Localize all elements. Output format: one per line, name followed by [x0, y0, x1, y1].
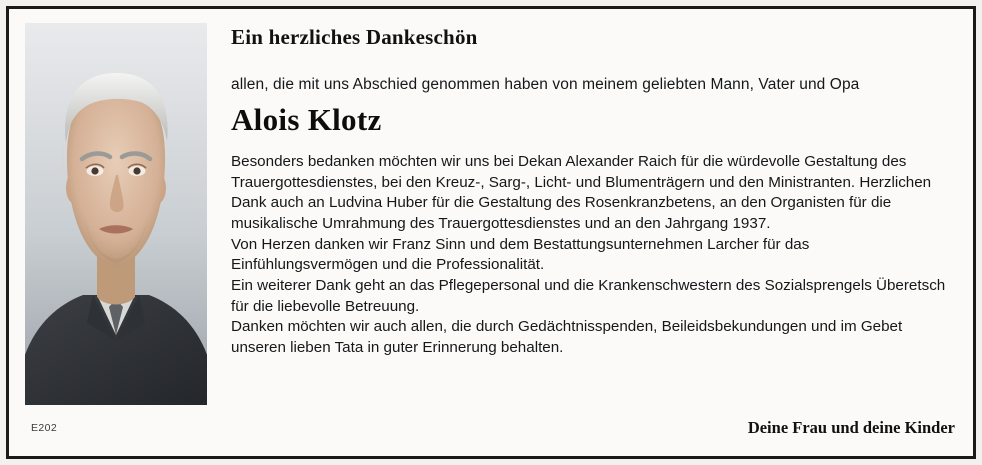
deceased-name: Alois Klotz	[231, 102, 382, 137]
signature-text: Deine Frau und deine Kinder	[747, 418, 955, 437]
reference-code: E202	[31, 422, 58, 434]
notice-content	[231, 19, 955, 446]
paragraph-3: Ein weiterer Dank geht an das Pflegepersonal und die Krankenschwestern des Sozialsprengels Überetsch für die liebevolle Betreuung.	[231, 277, 946, 315]
paragraph-1: Besonders bedanken möchten wir uns bei Dekan Alexander Raich für die würdevolle Gestaltung des Trauergottesdienstes, bei den Kreuz-, Sarg-, Licht- und Blumenträgern und den Ministranten. Herzlichen Dank auch an Ludvina Huber für die Gestaltung des Rosenkranzbetens, an den Organisten für die musikalische Umrahmung des Trauergottesdienstes und an den Jahrgang 1937.	[231, 153, 932, 233]
intro-text: allen, die mit uns Abschied genommen haben von meinem geliebten Mann, Vater und Opa	[231, 76, 860, 93]
paragraph-2: Von Herzen danken wir Franz Sinn und dem Bestattungsunternehmen Larcher für das Einfühlungsvermögen und die Professionalität.	[231, 235, 810, 274]
portrait-photo-icon	[25, 23, 207, 405]
notice-frame	[6, 6, 976, 459]
paragraph-4: Danken möchten wir auch allen, die durch Gedächtnisspenden, Beileidsbekundungen und im Gebet unseren lieben Tata in guter Erinnerung behalten.	[231, 318, 903, 357]
page-title: Ein herzliches Dankeschön	[231, 25, 478, 49]
portrait-photo	[25, 23, 207, 405]
thanks-body	[231, 152, 955, 359]
